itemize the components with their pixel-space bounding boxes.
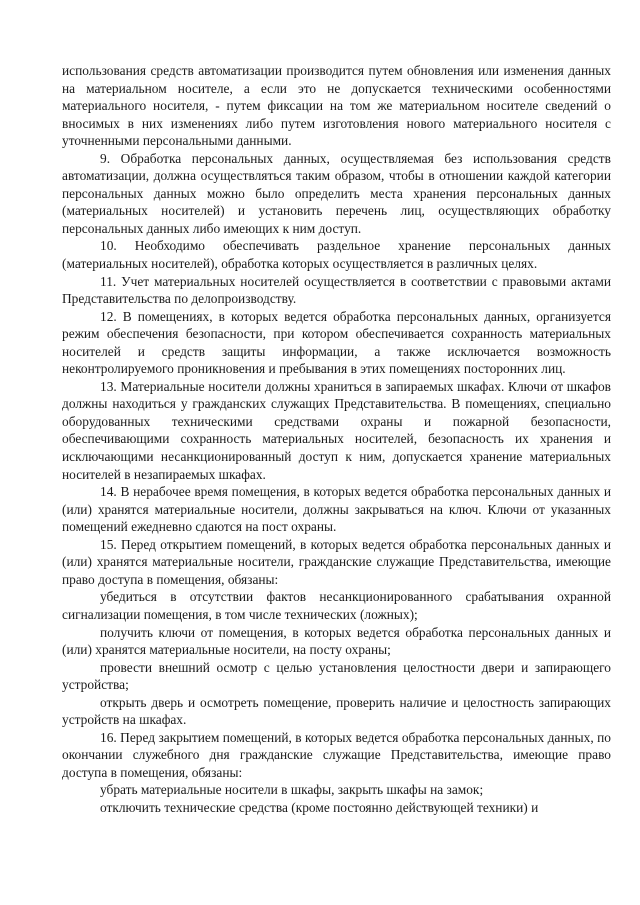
paragraph-15-item-4: открыть дверь и осмотреть помещение, проверить наличие и целостность запирающих устройств на шкафах. xyxy=(62,694,611,728)
paragraph-13: 13. Материальные носители должны храниться в запираемых шкафах. Ключи от шкафов должны находиться у гражданских служащих Представительства. В помещениях, специально оборудованных техническими средствами охраны и пожарной безопасности, обеспечивающими сохранность материальных носителей, безопасность их хранения и исключающими несанкционированный доступ к ним, допускается хранение материальных носителей в незапираемых шкафах. xyxy=(62,378,611,482)
paragraph-15-item-2: получить ключи от помещения, в которых ведется обработка персональных данных и (или) хранятся материальные носители, на посту охраны; xyxy=(62,624,611,658)
paragraph-9: 9. Обработка персональных данных, осуществляемая без использования средств автоматизации, должна осуществляться таким образом, чтобы в отношении каждой категории персональных данных можно было определить места хранения персональных данных (материальных носителей) и установить перечень лиц, осуществляющих обработку персональных данных либо имеющих к ним доступ. xyxy=(62,150,611,236)
paragraph-16-item-2: отключить технические средства (кроме постоянно действующей техники) и xyxy=(100,799,539,815)
paragraph-continuation: использования средств автоматизации производится путем обновления или изменения данных на материальном носителе, а если это не допускается техническими особенностями материального носителя, - путем фиксации на том же материальном носителе сведений о вносимых в них изменениях либо путем изготовления нового материального носителя с уточненными персональными данными. xyxy=(62,63,611,149)
paragraph-15-item-3: провести внешний осмотр с целью установления целостности двери и запирающего устройства; xyxy=(62,659,611,693)
paragraph-10: 10. Необходимо обеспечивать раздельное хранение персональных данных (материальных носителей), обработка которых осуществляется в различных целях. xyxy=(62,238,611,272)
document-body xyxy=(62,62,611,817)
paragraph-15-item-1: убедиться в отсутствии фактов несанкционированного срабатывания охранной сигнализации помещения, в том числе технических (ложных); xyxy=(62,589,611,622)
paragraph-14: 14. В нерабочее время помещения, в которых ведется обработка персональных данных и (или) хранятся материальные носители, должны закрываться на ключ. Ключи от указанных помещений ежедневно сдаются на пост охраны. xyxy=(62,484,611,535)
paragraph-11: 11. Учет материальных носителей осуществляется в соответствии с правовыми актами Представительства по делопроизводству. xyxy=(62,273,611,307)
paragraph-16: 16. Перед закрытием помещений, в которых ведется обработка персональных данных, по окончании служебного дня гражданские служащие Представительства, имеющие право доступа в помещения, обязаны: xyxy=(62,729,611,780)
paragraph-16-item-1: убрать материальные носители в шкафы, закрыть шкафы на замок; xyxy=(100,782,484,798)
paragraph-15: 15. Перед открытием помещений, в которых ведется обработка персональных данных и (или) хранятся материальные носители, гражданские служащие Представительства, имеющие право доступа в помещения, обязаны: xyxy=(62,536,611,587)
paragraph-12: 12. В помещениях, в которых ведется обработка персональных данных, организуется режим обеспечения безопасности, при котором обеспечивается сохранность материальных носителей и средств защиты информации, а также исключается возможность неконтролируемого проникновения и пребывания в этих помещениях посторонних лиц. xyxy=(62,308,611,377)
